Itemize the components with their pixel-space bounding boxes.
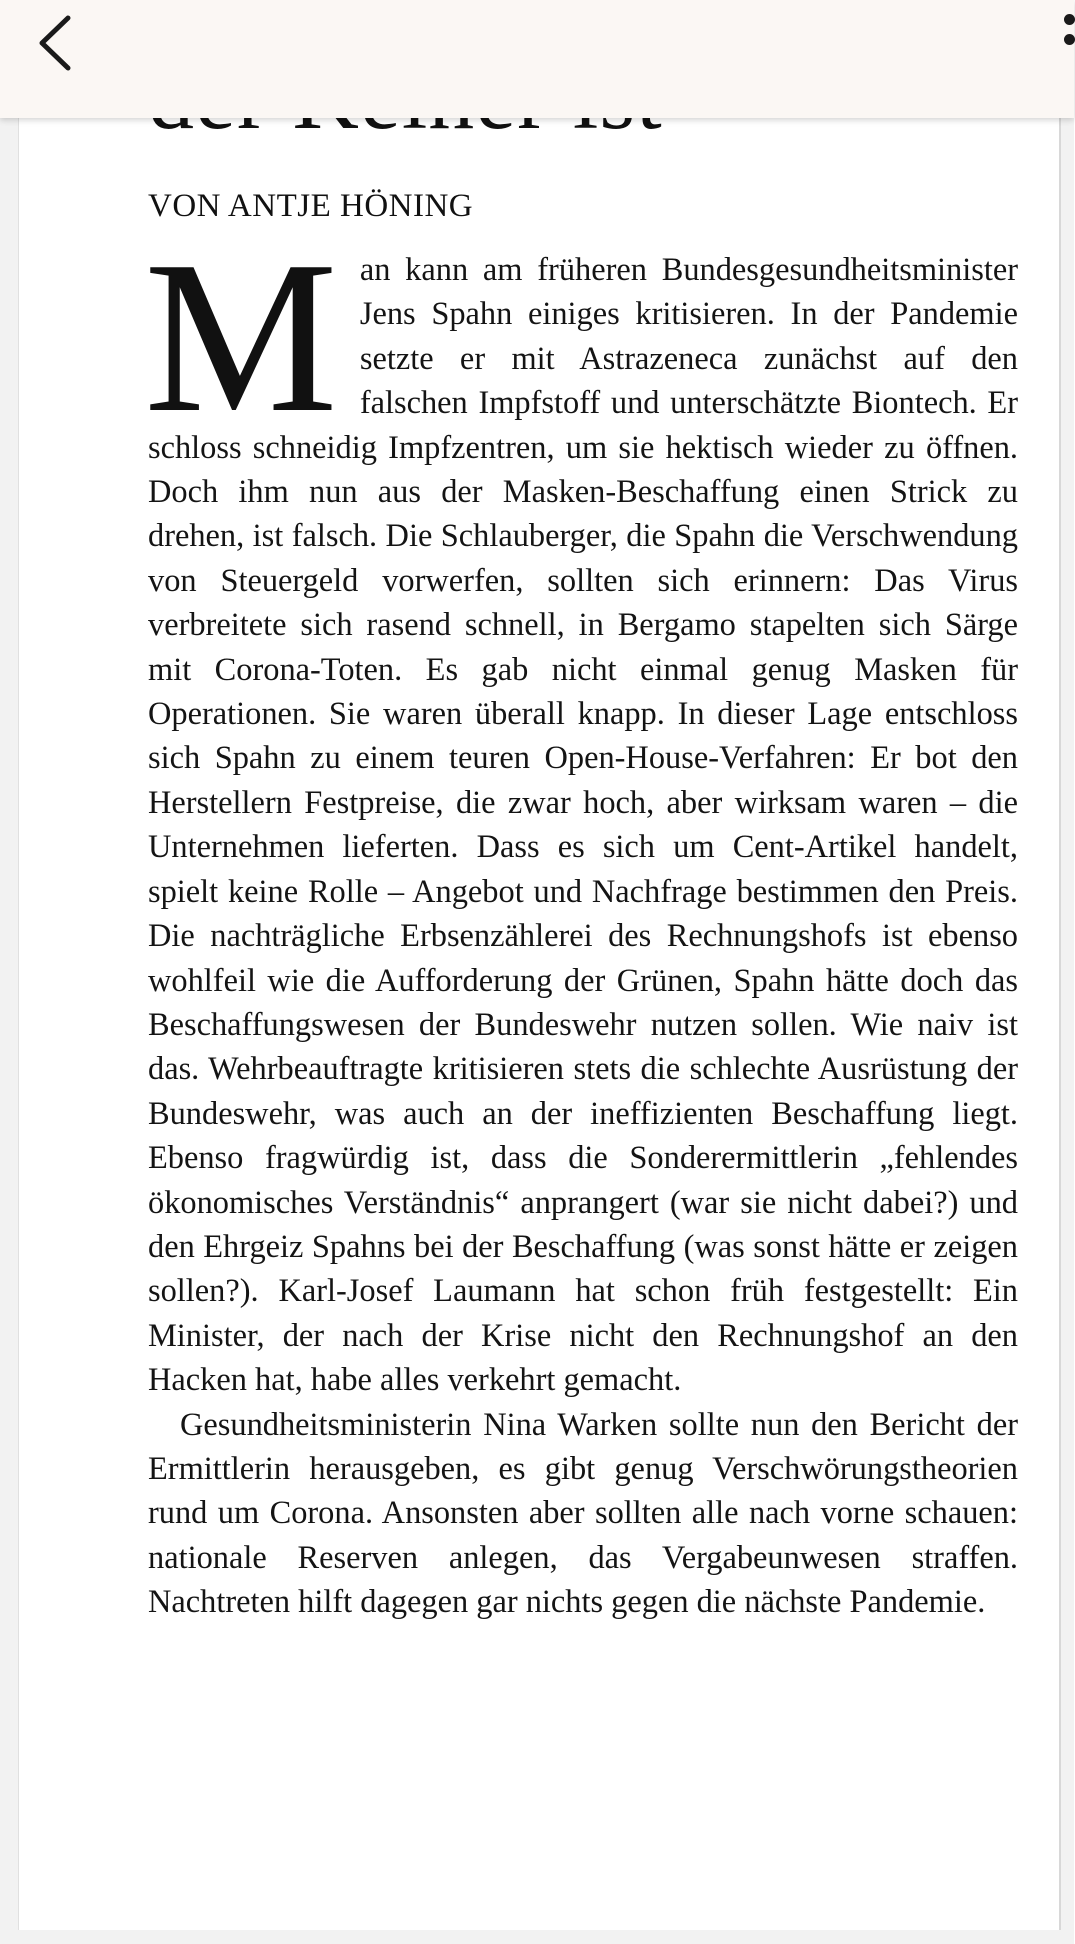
more-options-button[interactable] [1060, 14, 1074, 64]
article-paragraph [144, 217, 1018, 1403]
top-navigation-bar [0, 0, 1074, 118]
chevron-left-icon [22, 8, 92, 78]
article-body [144, 217, 1018, 1625]
drop-cap: M [144, 217, 338, 458]
more-vertical-icon [1064, 14, 1075, 25]
back-button[interactable] [22, 8, 92, 78]
article-paragraph: Gesundheitsministerin Nina Warken sollte nun den Bericht der Ermittlerin herausgeben, es gibt genug Verschwörungstheorien rund um Corona. Ansonsten aber sollten alle nach vorne schauen: nationale Reserven anlegen, das Vergabeunwesen straffen. Nachtreten hilft dagegen gar nichts gegen die nächste Pandemie. [148, 1406, 1018, 1621]
article-byline: VON ANTJE HÖNING [148, 188, 474, 224]
paragraph-text: an kann am früheren Bundesgesundheitsminister Jens Spahn einiges kritisieren. In der Pandemie setzte er mit Astrazeneca zunächst auf den falschen Impfstoff und unterschätzte Biontech. Er schloss schneidig Impfzentren, um sie hektisch wieder zu öffnen. Doch ihm nun aus der Masken-Beschaffung einen Strick zu drehen, ist falsch. Die Schlauberger, die Spahn die Verschwendung von Steuergeld vorwerfen, sollten sich erinnern: Das Virus verbreitete sich rasend schnell, in Bergamo stapelten sich Särge mit Corona-Toten. Es gab nicht einmal genug Masken für Operationen. Sie waren überall knapp. In dieser Lage entschloss sich Spahn zu einem teuren Open-House-Verfahren: Er bot den Herstellern Festpreise, die zwar hoch, aber wirksam waren – die Unternehmen lieferten. Dass es sich um Cent-Artikel handelt, spielt keine Rolle – Angebot und Nachfrage bestimmen den Preis. Die nachträgliche Erbsenzählerei des Rechnungshofs ist ebenso wohlfeil wie die Aufforderung der Grünen, Spahn hätte doch das Beschaffungswesen der Bundeswehr nutzen sollen. Wie naiv ist das. Wehrbeauftragte kritisieren stets die schlechte Ausrüstung der Bundeswehr, was auch an der ineffizienten Beschaffung liegt. Ebenso fragwürdig ist, dass die Sonderermittlerin „fehlendes ökonomisches Verständnis“ anprangert (war sie nicht dabei?) und den Ehrgeiz Spahns bei der Beschaffung (was sonst hätte er zeigen sollen?). Karl-Josef Laumann hat schon früh festgestellt: Ein Minister, der nach der Krise nicht den Rechnungshof an den Hacken hat, habe alles verkehrt gemacht. [148, 252, 1018, 1399]
